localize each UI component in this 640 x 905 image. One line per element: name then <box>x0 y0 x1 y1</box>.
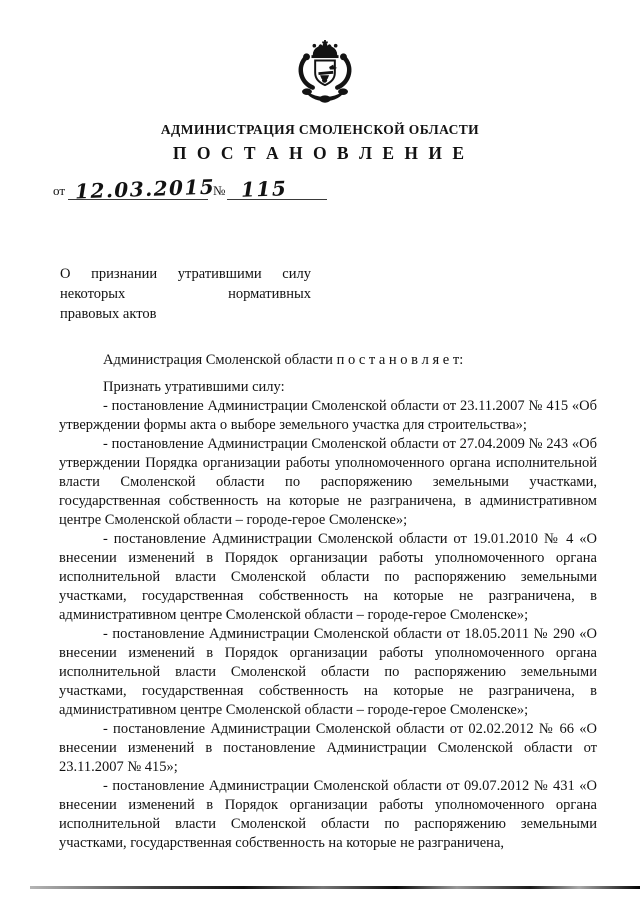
number-label: № <box>213 183 226 198</box>
body-paragraph: - постановление Администрации Смоленской области от 18.05.2011 № 290 «О внесении изменений в Порядок организации работы уполномоченного органа исполнительной власти Смоленской области по распоряжению земельными участками, государственная собственность на которые не разграничена, в административном центре Смоленской области – городе-герое Смоленске»; <box>59 626 597 718</box>
date-label: от <box>53 183 66 198</box>
stamp-row <box>53 172 473 202</box>
body-paragraph: - постановление Администрации Смоленской области от 27.04.2009 № 243 «Об утверждении Порядка организации работы уполномоченного органа исполнительной власти Смоленской области по распоряжению земельными участками, государственная собственность на которые не разграничена, в административном центре Смоленской области – городе-герое Смоленске»; <box>59 436 597 528</box>
body-paragraph: Признать утратившими силу: <box>103 379 285 395</box>
handwritten-date: 12.03.2015 <box>74 174 216 204</box>
smolensk-oblast-coat-of-arms-icon <box>281 40 369 122</box>
body-paragraph: - постановление Администрации Смоленской области от 19.01.2010 № 4 «О внесении изменений в Порядок организации работы уполномоченного органа исполнительной власти Смоленской области по распоряжению земельными участками, государственная собственность на которые не разграничена, в административном центре Смоленской области – городе-герое Смоленске»; <box>59 531 597 623</box>
title-line: О признании утратившими силу <box>60 266 311 282</box>
body-paragraph: - постановление Администрации Смоленской области от 23.11.2007 № 415 «Об утверждении формы акта о выборе земельного участка для строительства»; <box>59 398 597 433</box>
document-body <box>59 351 597 853</box>
title-line: правовых актов <box>60 306 157 322</box>
preamble: Администрация Смоленской области п о с т а н о в л я е т: <box>103 352 464 368</box>
document-title <box>60 264 311 324</box>
document-type-heading: П О С Т А Н О В Л Е Н И Е <box>172 143 468 163</box>
title-line: некоторых нормативных <box>60 286 311 302</box>
handwritten-number: 115 <box>240 176 288 202</box>
body-paragraph: - постановление Администрации Смоленской области от 09.07.2012 № 431 «О внесении изменений в Порядок организации работы уполномоченного органа исполнительной власти Смоленской области по распоряжению земельными участками, государственная собственность на которые не разграничена, <box>59 778 597 851</box>
body-paragraph: - постановление Администрации Смоленской области от 02.02.2012 № 66 «О внесении изменений в постановление Администрации Смоленской области от 23.11.2007 № 415»; <box>59 721 597 775</box>
org-name: АДМИНИСТРАЦИЯ СМОЛЕНСКОЙ ОБЛАСТИ <box>160 122 480 137</box>
scan-artifact-line <box>30 886 640 889</box>
